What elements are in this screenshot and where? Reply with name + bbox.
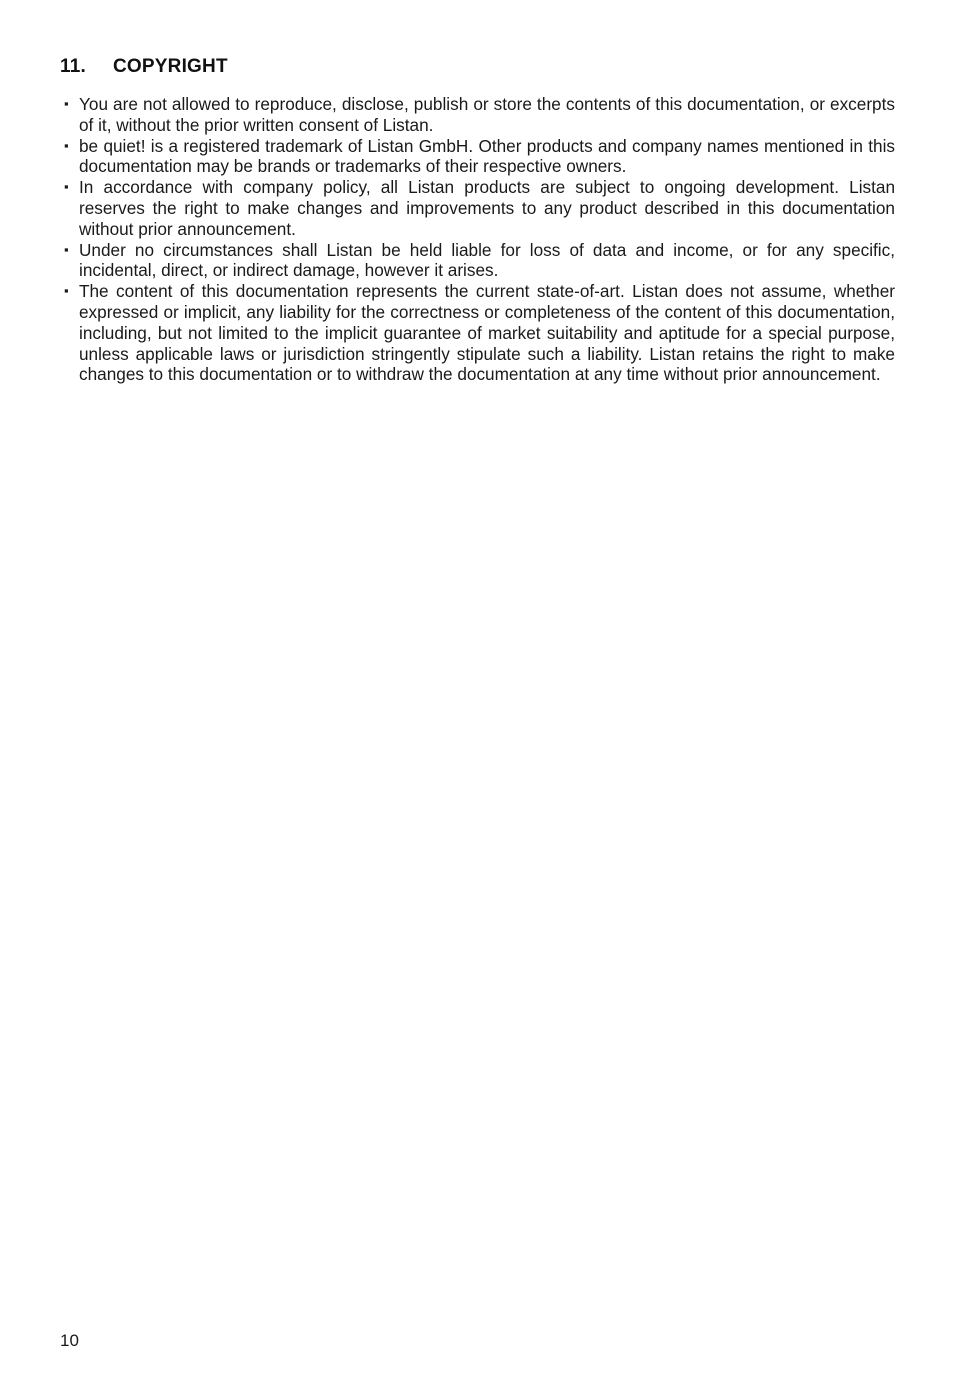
section-number: 11. [60, 56, 86, 77]
list-item-text: Under no circumstances shall Listan be held liable for loss of data and income, or for any specific, incidental, direct, or indirect damage, however it arises. [79, 239, 895, 281]
list-item [60, 240, 895, 282]
list-item-text: be quiet! is a registered trademark of Listan GmbH. Other products and company names mentioned in this documentation may be brands or trademarks of their respective owners. [79, 135, 895, 177]
list-item-text: The content of this documentation represents the current state-of-art. Listan does not assume, whether expressed or implicit, any liability for the correctness or completeness of the content of this documentation, including, but not limited to the implicit guarantee of market suitability and aptitude for a special purpose, unless applicable laws or jurisdiction stringently stipulate such a liability. Listan retains the right to make changes to this documentation or to withdraw the documentation at any time without prior announcement. [79, 281, 895, 385]
bullet-icon: ▪ [64, 137, 69, 153]
list-item [60, 94, 895, 136]
bullet-icon: ▪ [64, 96, 69, 111]
list-item [60, 281, 895, 385]
section-title: COPYRIGHT [113, 56, 228, 77]
list-item-text: In accordance with company policy, all Listan products are subject to ongoing development. Listan reserves the right to make changes and improvements to any product described in this documentation without prior announcement. [79, 177, 895, 239]
bullet-icon: ▪ [64, 241, 69, 257]
list-item [60, 177, 895, 239]
bullet-icon: ▪ [64, 283, 69, 299]
copyright-bullet-list [60, 94, 895, 385]
list-item [60, 136, 895, 178]
bullet-icon: ▪ [64, 179, 69, 195]
section-heading [60, 56, 228, 78]
page-number: 10 [60, 1331, 79, 1350]
list-item-text: You are not allowed to reproduce, disclose, publish or store the contents of this documentation, or excerpts of it, without the prior written consent of Listan. [79, 94, 895, 135]
